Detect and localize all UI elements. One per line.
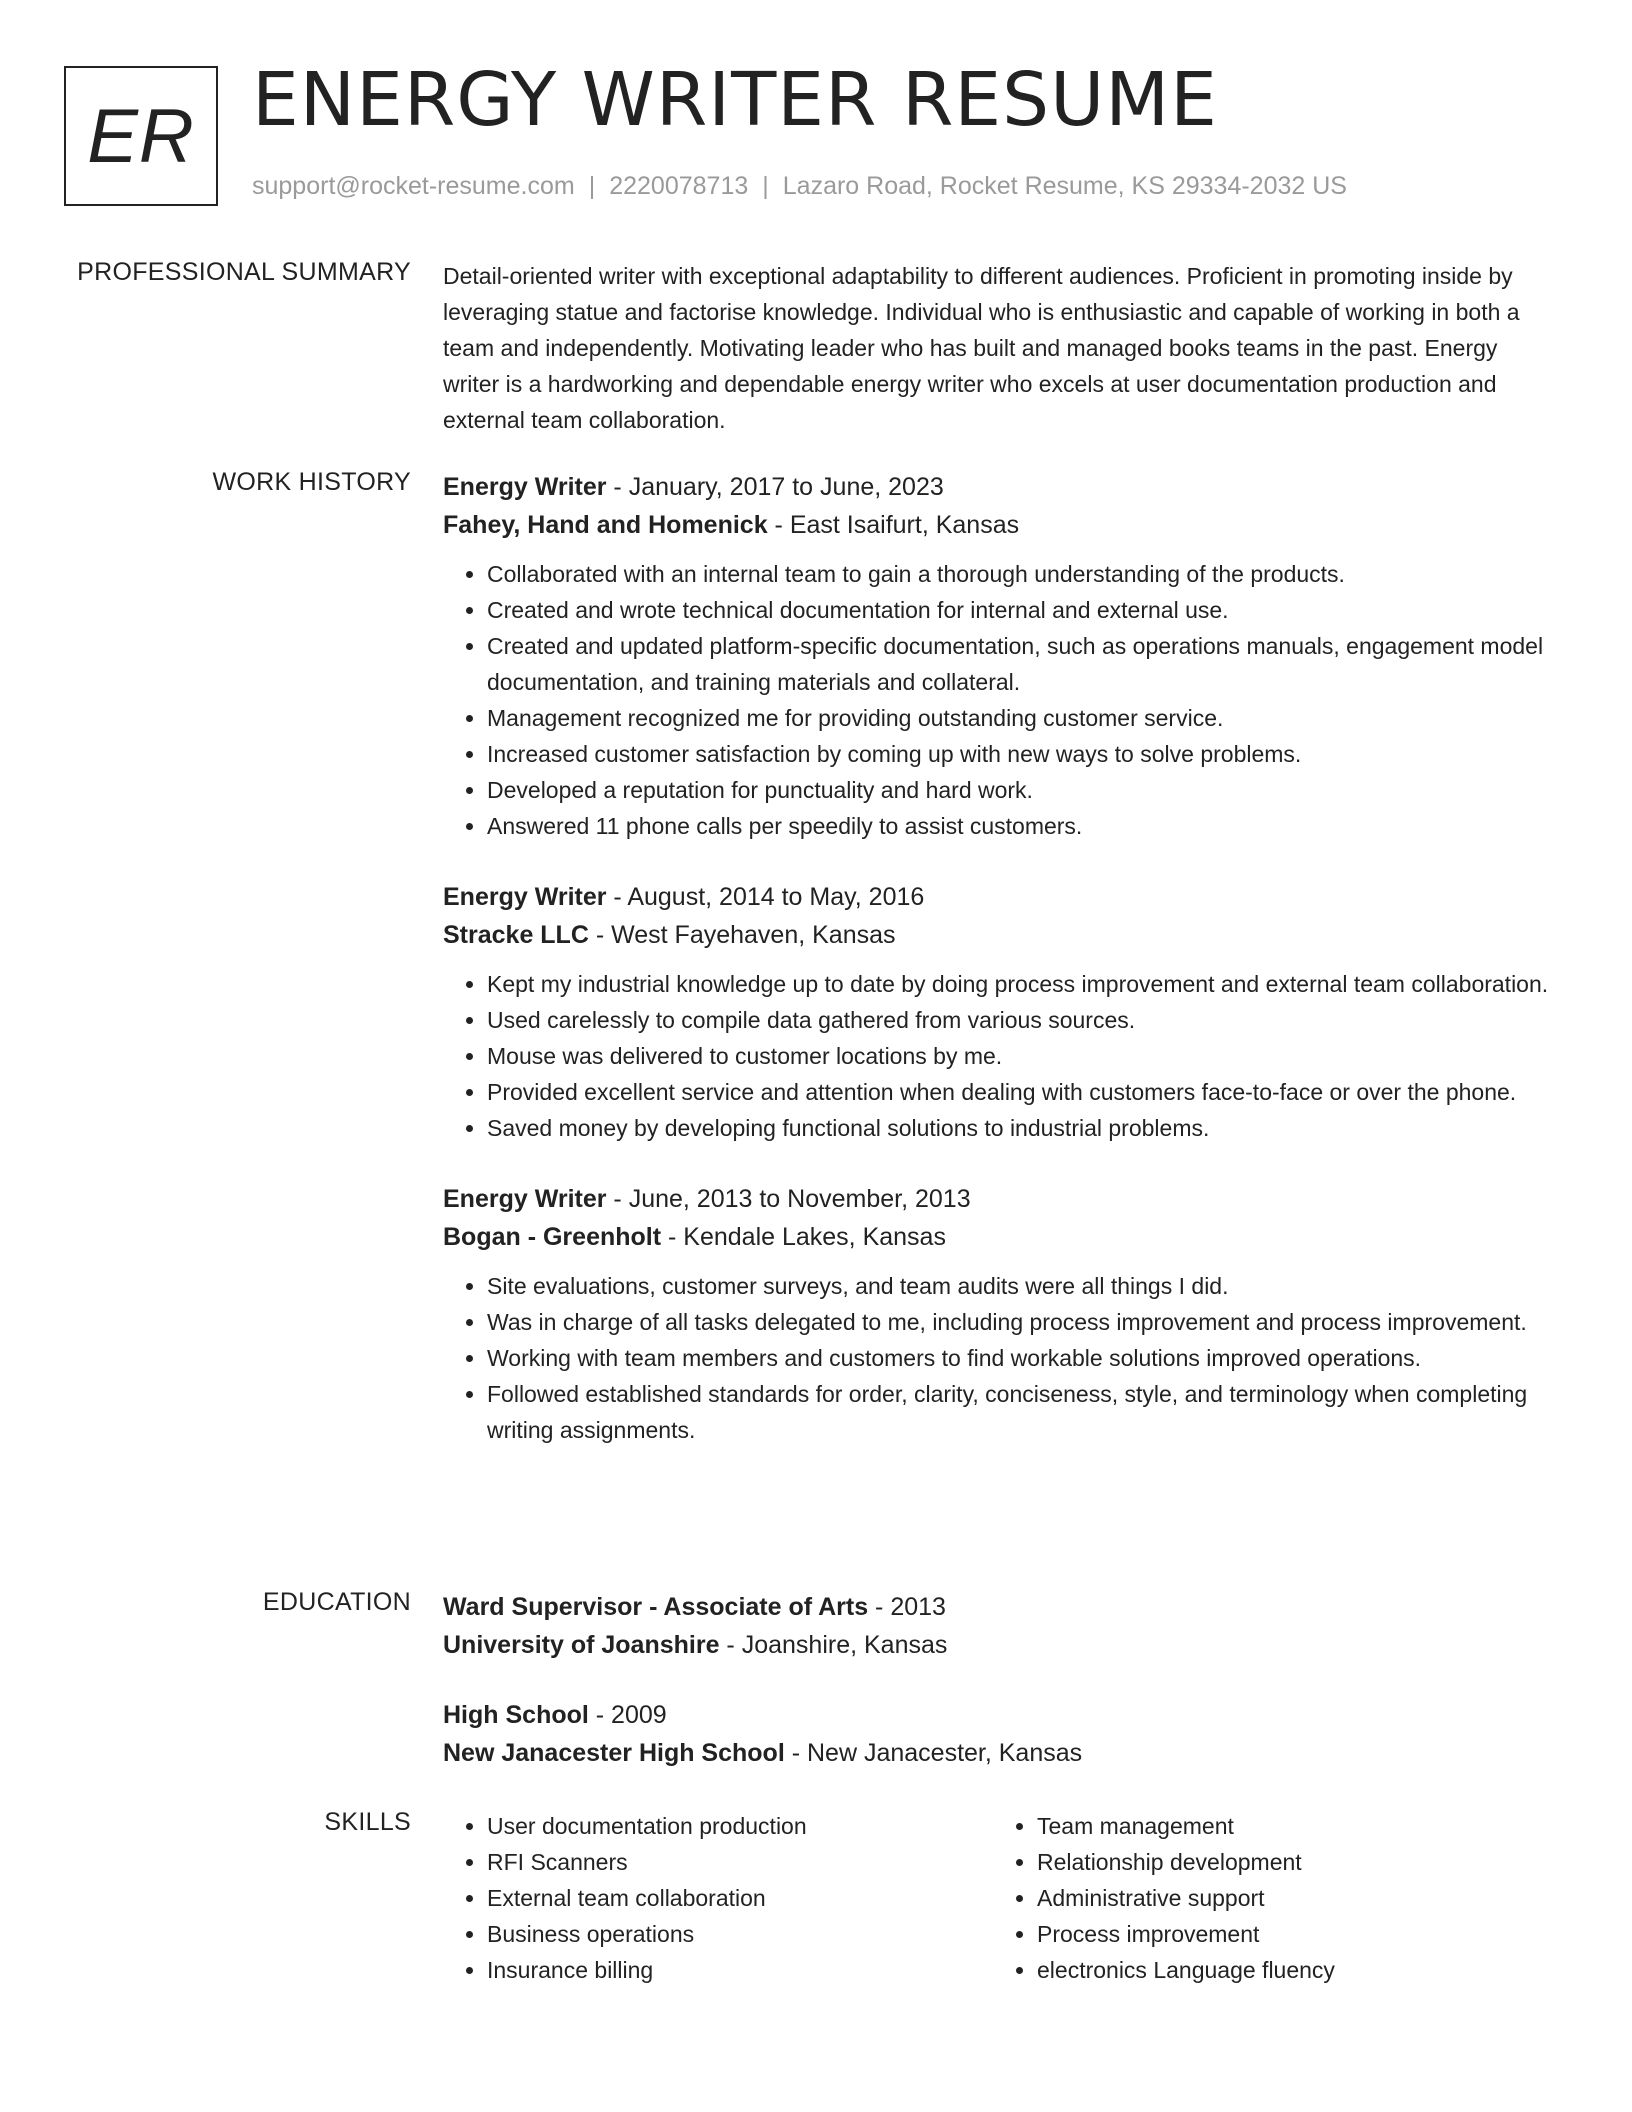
skill-item: • Administrative support (1037, 1880, 1543, 1916)
skill-item: • Team management (1037, 1808, 1543, 1844)
job-bullet: • Used carelessly to compile data gathered from various sources. (487, 1002, 1553, 1038)
section-label-work-history: WORK HISTORY (212, 468, 411, 496)
section-label-summary: PROFESSIONAL SUMMARY (77, 258, 411, 286)
skill-item: • External team collaboration (487, 1880, 993, 1916)
contact-address: Lazaro Road, Rocket Resume, KS 29334-2032 US (782, 172, 1347, 200)
education-degree: High School (443, 1701, 589, 1729)
job-bullet: • Saved money by developing functional solutions to industrial problems. (487, 1110, 1553, 1146)
summary-text: Detail-oriented writer with exceptional adaptability to different audiences. Proficient in promoting inside by leveraging statue and factorise knowledge. Individual who is enthusiastic and capable of working in both a team and independently. Motivating leader who has built and managed books teams in the past. Energy writer is a hardworking and dependable energy writer who excels at user documentation production and external team collaboration. (443, 263, 1520, 433)
job-company-line (443, 1218, 1553, 1256)
summary-body (443, 258, 1553, 438)
job-bullet-list (443, 966, 1553, 1146)
contact-separator: | (762, 172, 769, 200)
job-entry (443, 1180, 1553, 1448)
job-bullet: • Answered 11 phone calls per speedily to assist customers. (487, 808, 1553, 844)
skill-item: • Business operations (487, 1916, 993, 1952)
monogram-logo: ER (64, 66, 218, 206)
education-degree: Ward Supervisor - Associate of Arts (443, 1593, 869, 1621)
job-bullet-list (443, 1268, 1553, 1448)
education-school-line (443, 1734, 1553, 1772)
education-degree-line (443, 1696, 1553, 1734)
contact-email: support@rocket-resume.com (252, 172, 575, 200)
skills-list-right (993, 1808, 1543, 1988)
section-label-education: EDUCATION (262, 1588, 411, 1616)
job-company: Stracke LLC (443, 921, 589, 949)
skill-item: • electronics Language fluency (1037, 1952, 1543, 1988)
job-company-line (443, 506, 1553, 544)
job-title-line (443, 1180, 1553, 1218)
job-bullet: • Collaborated with an internal team to gain a thorough understanding of the products. (487, 556, 1553, 592)
resume-title: ENERGY WRITER RESUME (252, 57, 1218, 143)
job-entry (443, 468, 1553, 844)
education-location: - New Janacester, Kansas (784, 1739, 1083, 1767)
work-history-body (443, 468, 1553, 1482)
job-company-line (443, 916, 1553, 954)
education-entry (443, 1588, 1553, 1664)
job-bullet: • Increased customer satisfaction by coming up with new ways to solve problems. (487, 736, 1553, 772)
education-degree-line (443, 1588, 1553, 1626)
job-title: Energy Writer (443, 473, 607, 501)
education-entry (443, 1696, 1553, 1772)
job-bullet: • Created and updated platform-specific documentation, such as operations manuals, engagement model documentation, and training materials and collateral. (487, 628, 1553, 700)
skill-item: • Process improvement (1037, 1916, 1543, 1952)
job-bullet: • Created and wrote technical documentation for internal and external use. (487, 592, 1553, 628)
skill-item: • Relationship development (1037, 1844, 1543, 1880)
job-company: Bogan - Greenholt (443, 1223, 662, 1251)
contact-separator: | (588, 172, 596, 200)
job-bullet: • Followed established standards for order, clarity, conciseness, style, and terminology when completing writing assignments. (487, 1376, 1553, 1448)
job-bullet: • Developed a reputation for punctuality and hard work. (487, 772, 1553, 808)
job-bullet: • Was in charge of all tasks delegated to me, including process improvement and process improvement. (487, 1304, 1553, 1340)
job-location: - Kendale Lakes, Kansas (661, 1223, 946, 1251)
skills-body (443, 1808, 1553, 1988)
contact-line (252, 172, 1347, 201)
education-school: New Janacester High School (443, 1739, 785, 1767)
skill-item: • Insurance billing (487, 1952, 993, 1988)
job-bullet: • Management recognized me for providing outstanding customer service. (487, 700, 1553, 736)
job-dates: - January, 2017 to June, 2023 (606, 473, 944, 501)
job-dates: - June, 2013 to November, 2013 (606, 1185, 971, 1213)
skill-item: • RFI Scanners (487, 1844, 993, 1880)
job-bullet: • Site evaluations, customer surveys, and team audits were all things I did. (487, 1268, 1553, 1304)
job-title: Energy Writer (443, 883, 607, 911)
education-body (443, 1588, 1553, 1804)
job-company: Fahey, Hand and Homenick (443, 511, 768, 539)
job-bullet-list (443, 556, 1553, 844)
education-year: - 2013 (868, 1593, 946, 1621)
job-dates: - August, 2014 to May, 2016 (606, 883, 925, 911)
job-title-line (443, 878, 1553, 916)
job-title: Energy Writer (443, 1185, 607, 1213)
job-bullet: • Mouse was delivered to customer locations by me. (487, 1038, 1553, 1074)
job-location: - East Isaifurt, Kansas (767, 511, 1020, 539)
skills-list-left (443, 1808, 993, 1988)
job-bullet: • Working with team members and customers to find workable solutions improved operations. (487, 1340, 1553, 1376)
resume-header (64, 57, 1564, 210)
education-location: - Joanshire, Kansas (719, 1631, 948, 1659)
job-title-line (443, 468, 1553, 506)
job-bullet: • Kept my industrial knowledge up to date by doing process improvement and external team collaboration. (487, 966, 1553, 1002)
contact-phone: 2220078713 (609, 172, 749, 200)
job-location: - West Fayehaven, Kansas (588, 921, 896, 949)
education-year: - 2009 (588, 1701, 667, 1729)
skill-item: • User documentation production (487, 1808, 993, 1844)
education-school-line (443, 1626, 1553, 1664)
job-entry (443, 878, 1553, 1146)
job-bullet: • Provided excellent service and attention when dealing with customers face-to-face or over the phone. (487, 1074, 1553, 1110)
section-label-skills: SKILLS (324, 1808, 411, 1836)
education-school: University of Joanshire (443, 1631, 720, 1659)
